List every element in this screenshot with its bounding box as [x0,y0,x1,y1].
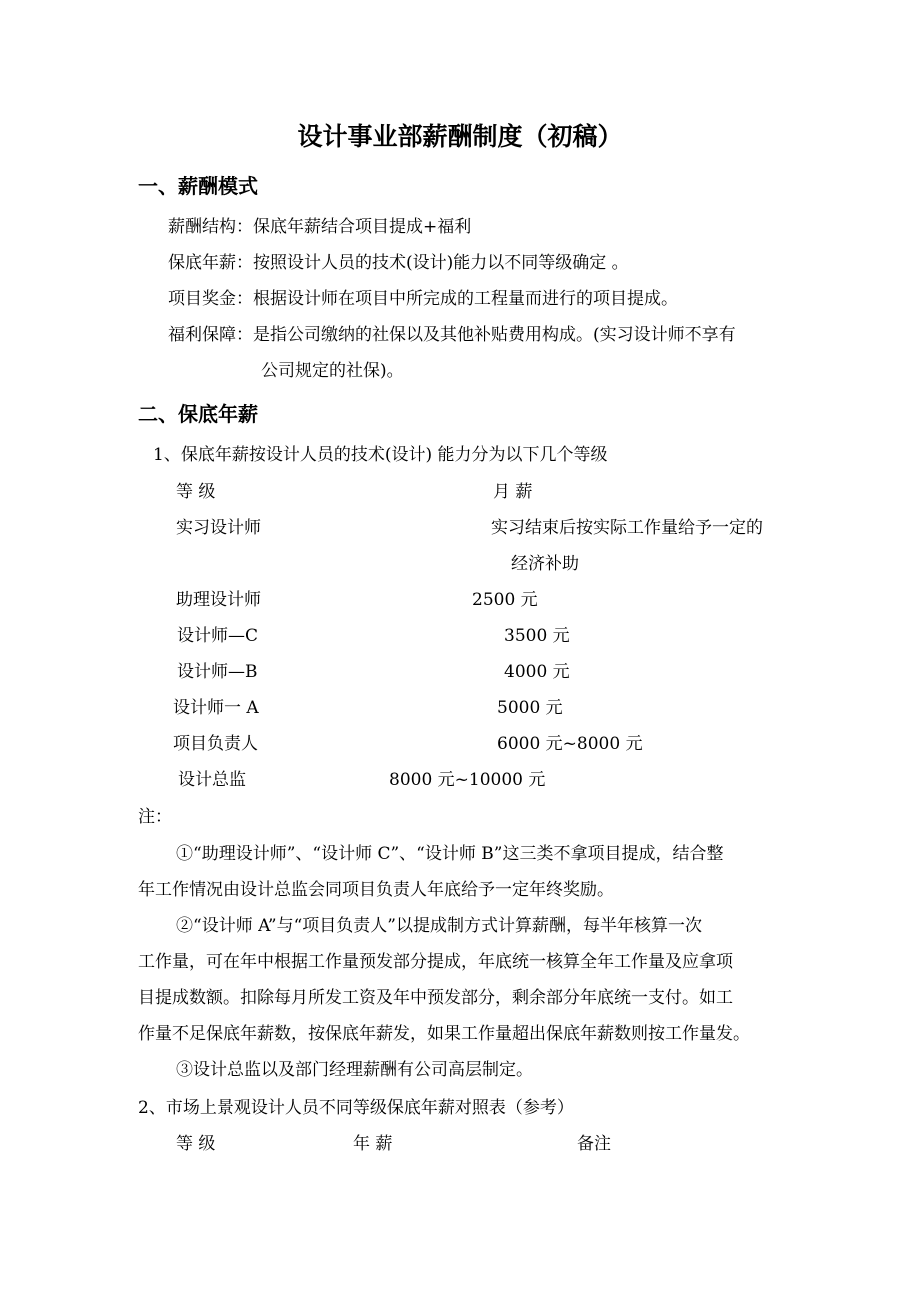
definition-label: 保底年薪： [168,253,253,273]
grade-header-salary: 月 薪 [493,482,533,502]
definition-text-continued: 公司规定的社保)。 [261,361,404,381]
grade-salary: 2500 元 [472,590,538,610]
section-1-heading: 一、薪酬模式 [138,174,258,198]
page-title: 设计事业部薪酬制度（初稿） [297,122,623,151]
grade-level: 设计师—C [177,626,259,646]
definition-item [168,323,736,347]
definition-item [168,215,471,239]
note-line: ③设计总监以及部门经理薪酬有公司高层制定。 [176,1060,533,1080]
note-label: 注： [138,807,172,827]
grade-level: 设计师—B [177,662,258,682]
definition-label: 项目奖金： [168,289,253,309]
definition-item [168,251,629,275]
grade-salary: 4000 元 [504,662,570,682]
grade-level: 设计师一 A [173,698,259,718]
table2-header-remark: 备注 [577,1134,611,1154]
note-line: ①“助理设计师”、“设计师 C”、“设计师 B”这三类不拿项目提成，结合整 [176,844,724,864]
grade-level: 项目负责人 [173,734,258,754]
subsection-2-heading: 2、市场上景观设计人员不同等级保底年薪对照表（参考） [138,1098,574,1118]
grade-salary: 3500 元 [504,626,570,646]
note-line: 目提成数额。扣除每月所发工资及年中预发部分，剩余部分年底统一支付。如工 [138,988,733,1008]
table2-header-salary: 年 薪 [353,1134,393,1154]
definition-label: 福利保障： [168,325,253,345]
note-line: 年工作情况由设计总监会同项目负责人年底给予一定年终奖励。 [138,880,614,900]
definition-item [168,287,678,311]
grade-level: 助理设计师 [176,590,261,610]
grade-salary: 5000 元 [497,698,563,718]
grade-header-level: 等 级 [176,482,216,502]
grade-level: 设计总监 [178,770,246,790]
note-line: ②“设计师 A”与“项目负责人”以提成制方式计算薪酬，每半年核算一次 [176,916,702,936]
definition-text: 是指公司缴纳的社保以及其他补贴费用构成。(实习设计师不享有 [253,325,736,345]
definition-text: 保底年薪结合项目提成+福利 [253,217,472,237]
definition-text: 根据设计师在项目中所完成的工程量而进行的项目提成。 [253,289,678,309]
table2-header-level: 等 级 [176,1134,216,1154]
section-2-heading: 二、保底年薪 [138,402,258,426]
note-line: 作量不足保底年薪数，按保底年薪发，如果工作量超出保底年薪数则按工作量发。 [138,1024,750,1044]
note-line: 工作量，可在年中根据工作量预发部分提成，年底统一核算全年工作量及应拿项 [138,952,733,972]
grade-level: 实习设计师 [176,518,261,538]
grade-salary: 8000 元~10000 元 [389,770,546,790]
grade-salary: 实习结束后按实际工作量给予一定的 [491,518,763,538]
grade-salary: 6000 元~8000 元 [497,734,643,754]
definition-label: 薪酬结构： [168,217,253,237]
definition-text: 按照设计人员的技术(设计)能力以不同等级确定 。 [253,253,629,273]
grade-salary-continued: 经济补助 [511,554,579,574]
subsection-1-heading: 1、保底年薪按设计人员的技术(设计) 能力分为以下几个等级 [153,445,608,465]
